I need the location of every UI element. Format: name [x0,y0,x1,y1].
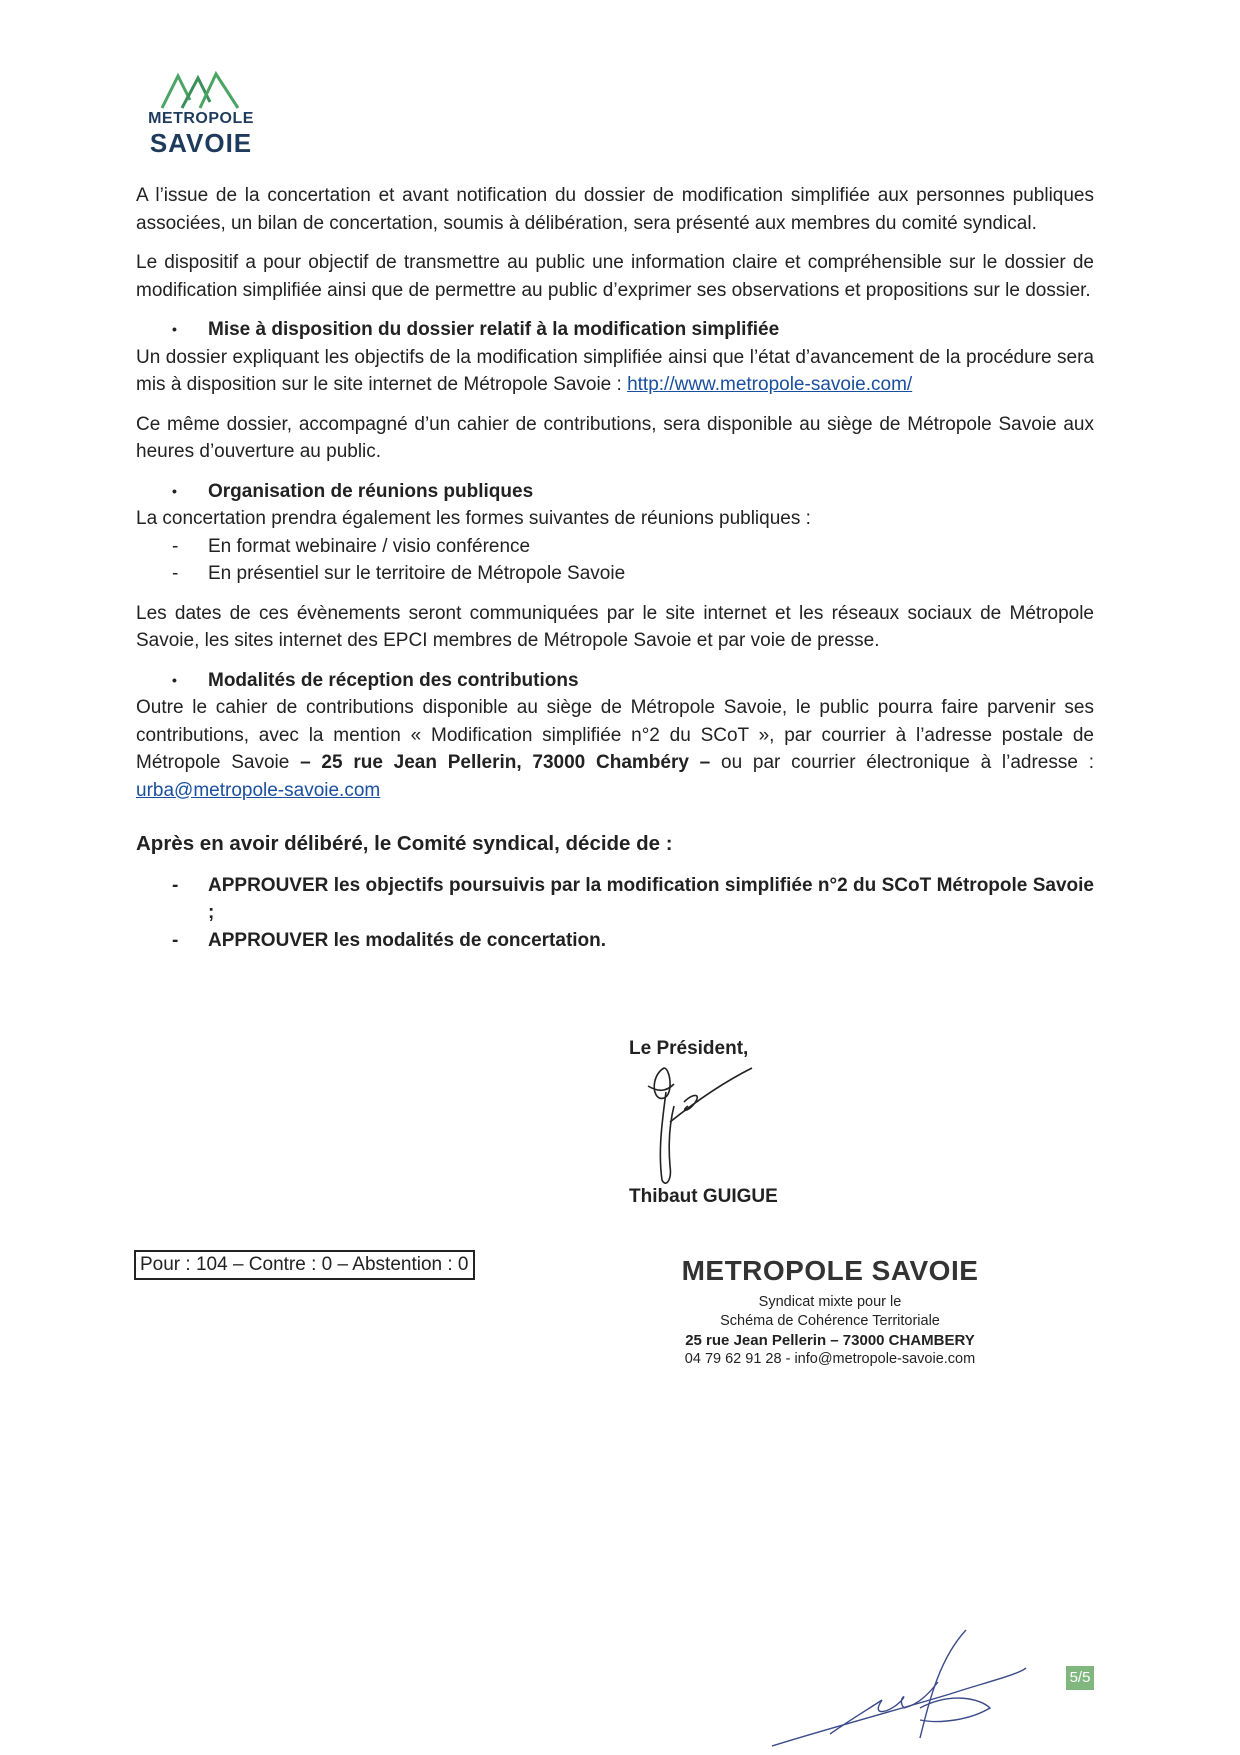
bullet-icon: • [172,321,177,337]
email-link[interactable]: urba@metropole-savoie.com [136,779,381,801]
list-item [136,560,1094,588]
paragraph-cahier: Ce même dossier, accompagné d’un cahier de contributions, sera disponible au siège de Métropole Savoie aux heures d’ouverture au public. [136,413,1094,462]
signatory-role: Le Président, [629,1038,749,1059]
footer-line: Syndicat mixte pour le [758,1294,902,1310]
signatory-name: Thibaut GUIGUE [629,1186,778,1207]
section-heading-text: Organisation de réunions publiques [208,480,534,502]
page-number-badge: 5/5 [1066,1666,1094,1690]
decision-item [136,872,1094,927]
paragraph-concertation-bilan: A l’issue de la concertation et avant notification du dossier de modification simplifiée aux personnes publiques associées, un bilan de concertation, soumis à délibération, sera présenté aux membres du comité syndical. [136,185,1094,234]
paragraph-dossier-text: Un dossier expliquant les objectifs de la modification simplifiée ainsi que l’état d’avancement de la procédure sera mis à disposition sur le site internet de Métropole Savoie : [136,346,1094,395]
list-item-text: En présentiel sur le territoire de Métropole Savoie [208,563,626,584]
handwritten-signature-icon [640,1062,760,1192]
paragraph-dossier [136,344,1094,399]
logo-text-metropole: METROPOLE [148,110,254,127]
bullet-icon: • [172,482,177,499]
logo-text-savoie: SAVOIE [149,128,253,158]
decision-title: Après en avoir délibéré, le Comité syndical, décide de : [136,832,673,855]
paragraph-contributions-text-2: ou par courrier électronique à l’adresse : [710,752,1094,773]
website-link[interactable]: http://www.metropole-savoie.com/ [627,374,913,395]
paragraph-contributions [136,694,1094,804]
section-heading-text: Mise à disposition du dossier relatif à la modification simplifiée [208,319,780,340]
footer-contact: 04 79 62 91 28 - info@metropole-savoie.com [684,1351,976,1367]
decision-item-text: APPROUVER les modalités de concertation. [208,929,607,951]
section-heading-text: Modalités de réception des contributions [208,669,579,691]
paragraph-dispositif: Le dispositif a pour objectif de transmettre au public une information claire et compréhensible sur le dossier de modification simplifiée ainsi que de permettre au public d’exprimer ses observations et propositions sur le dossier. [136,252,1094,301]
vote-result-box: Pour : 104 – Contre : 0 – Abstention : 0 [134,1250,475,1280]
document-body [136,182,1094,954]
section-heading-reunions [136,478,1094,506]
dash-marker: - [172,563,179,584]
logo [146,70,256,160]
section-heading-contributions [136,667,1094,695]
list-item [136,533,1094,561]
paragraph-reunions-intro: La concertation prendra également les formes suivantes de réunions publiques : [136,508,811,529]
footer-address: 25 rue Jean Pellerin – 73000 CHAMBERY [685,1332,975,1349]
dash-marker: - [172,535,179,557]
decision-item-text: APPROUVER les objectifs poursuivis par la modification simplifiée n°2 du SCoT Métropole Savoie ; [208,874,1094,923]
initials-paraphe-icon [770,1628,1030,1748]
paragraph-reunions-dates: Les dates de ces évènements seront communiquées par le site internet et les réseaux sociaux de Métropole Savoie, les sites internet des EPCI membres de Métropole Savoie et par voie de presse. [136,602,1094,651]
dash-marker: - [172,929,179,951]
footer-line: Schéma de Cohérence Territoriale [720,1313,940,1329]
decision-item [136,927,1094,955]
dash-marker: - [172,874,179,896]
section-heading-mise-a-disposition [136,316,1094,344]
footer-organization [640,1255,1020,1369]
bullet-icon: • [172,671,177,688]
footer-title: METROPOLE SAVOIE [681,1255,979,1286]
mountain-logo-icon [160,70,242,110]
postal-address: – 25 rue Jean Pellerin, 73000 Chambéry – [300,752,711,773]
paragraph-contributions-text: Outre le cahier de contributions disponible au siège de Métropole Savoie, le public pourra faire parvenir ses contributions, avec la mention « Modification simplifiée n°2 du SCoT », par courrier à l’adresse postale de Métropole Savoie [136,697,1094,773]
list-item-text: En format webinaire / visio conférence [208,535,531,557]
